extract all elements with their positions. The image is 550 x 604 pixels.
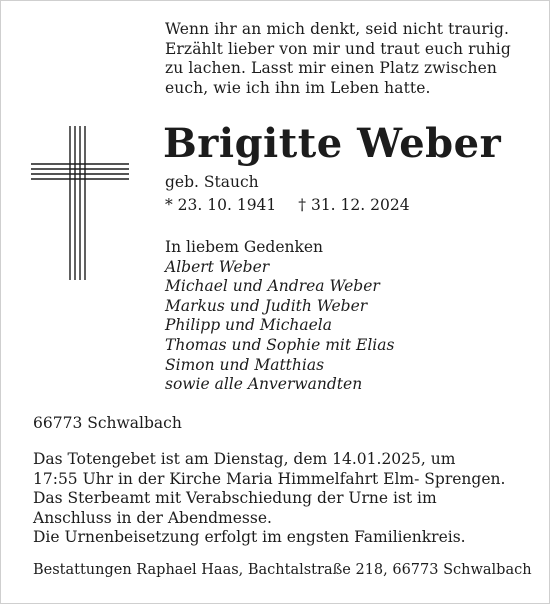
funeral-details [33,450,533,548]
deceased-name: Brigitte Weber [163,120,502,167]
mourners-intro: In liebem Gedenken [165,238,324,256]
funeral-line: Anschluss in der Abendmesse. [33,508,272,527]
poem-line: zu lachen. Lasst mir einen Platz zwischen [165,59,497,78]
maiden-name: geb. Stauch [165,173,259,191]
birth-date: * 23. 10. 1941 [165,196,277,214]
mourner-name: Michael und Andrea Weber [165,277,380,296]
death-date: † 31. 12. 2024 [298,196,410,214]
mourner-name: Markus und Judith Weber [165,296,368,315]
funeral-line: Die Urnenbeisetzung erfolgt im engsten Familienkreis. [33,528,466,547]
mourner-name: sowie alle Anverwandten [165,375,363,394]
mourner-name: Thomas und Sophie mit Elias [165,335,395,354]
funeral-line: 17:55 Uhr in der Kirche Maria Himmelfahrt Elm- Sprengen. [33,469,506,488]
poem-line: Wenn ihr an mich denkt, seid nicht traurig. [165,20,510,38]
undertaker-info: Bestattungen Raphael Haas, Bachtalstraße 218, 66773 Schwalbach [33,562,532,578]
cross-icon [30,124,132,288]
funeral-line: Das Sterbeamt mit Verabschiedung der Urne ist im [33,489,437,508]
mourner-name: Albert Weber [165,257,270,276]
mourner-name: Simon und Matthias [165,355,325,374]
family-location: 66773 Schwalbach [33,414,182,432]
mourners-list [165,238,394,395]
mourner-name: Philipp und Michaela [165,316,332,335]
life-dates [165,196,410,214]
poem-line: euch, wie ich ihn im Leben hatte. [165,78,431,97]
memorial-poem [165,20,535,98]
poem-line: Erzählt lieber von mir und traut euch ruhig [165,39,511,58]
funeral-line: Das Totengebet ist am Dienstag, dem 14.01.2025, um [33,450,456,468]
